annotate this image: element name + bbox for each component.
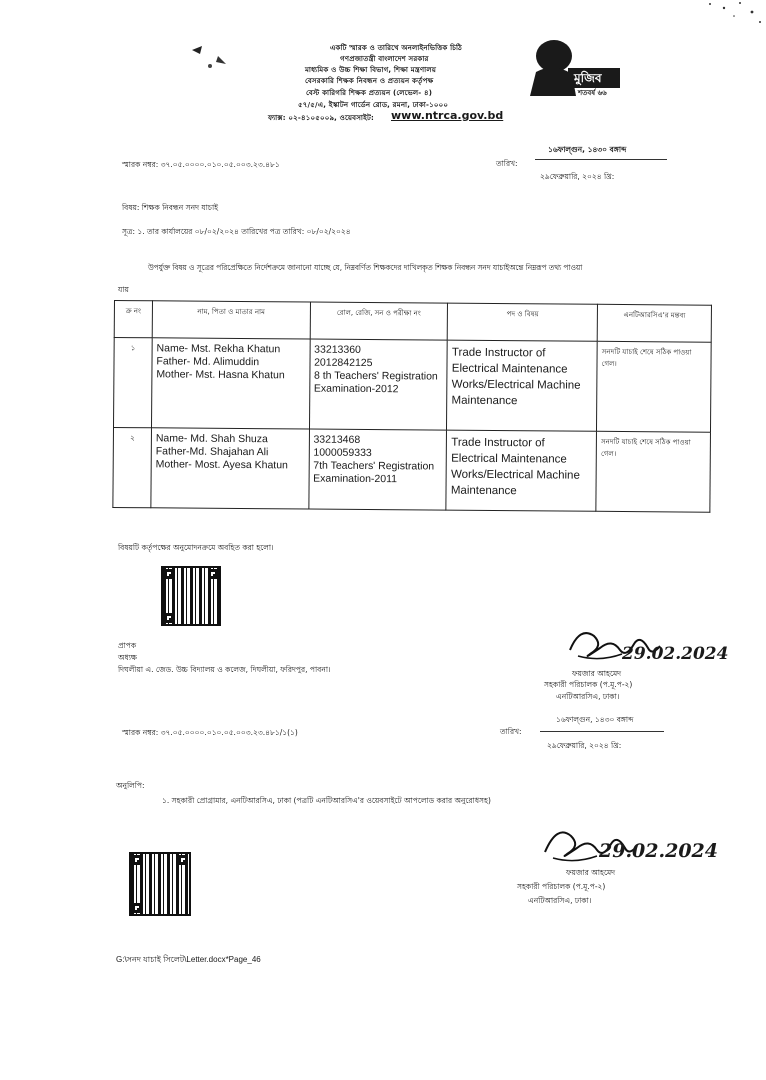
body-text-line-2: যায়: [118, 285, 129, 294]
signature-2-date: 29.02.2024: [599, 840, 718, 862]
registration-number: 2012842125: [314, 356, 373, 370]
signatory-1-designation: সহকারী পরিচালক (প.মূ.প-২): [544, 680, 633, 689]
recipient-address: দিঘলীয়া এ. জেড. উচ্চ বিদ্যালয় ও কলেজ, দিঘলীয়া, ফরিদপুর, পাবনা।: [118, 665, 331, 674]
copy-label: অনুলিপি:: [116, 781, 145, 790]
memo2-date-bangla: ১৬ফাল্গুন, ১৪৩০ বঙ্গাব্দ: [556, 715, 634, 724]
verification-table: [112, 300, 712, 513]
table-row: [113, 428, 711, 513]
body-text-line-1: উপর্যুক্ত বিষয় ও সূত্রের পরিপ্রেক্ষিতে নির্দেশক্রমে জানানো যাচ্ছে যে, নিম্নবর্ণিত শিক্ষকদের দাখিলকৃত শিক্ষক নিবন্ধন সনদ যাচাইঅন্তে নিম্নরূপ তথ্য পাওয়া: [148, 263, 583, 272]
recipient-title: অধ্যক্ষ: [118, 653, 137, 662]
signatory-2-designation: সহকারী পরিচালক (প.মূ.প-২): [517, 882, 606, 891]
signature-1-date: 29.02.2024: [622, 644, 729, 664]
qr-code-2[interactable]: [129, 852, 191, 916]
exam-name: 7th Teachers' Registration Examination-2011: [313, 459, 435, 486]
col-header-comment: এনটিআরসিএ'র মন্তব্য: [597, 304, 711, 342]
signatory-1-office: এনটিআরসিএ, ঢাকা।: [556, 692, 620, 701]
govt-emblem: [188, 42, 230, 80]
header-website: www.ntrca.gov.bd: [391, 109, 504, 122]
teacher-father: Father-Md. Shajahan Ali: [155, 445, 269, 459]
roll-number: 33213360: [314, 343, 361, 356]
signatory-2-name: ফয়জার আহমেদ: [566, 868, 616, 877]
logo-subtext: শতবর্ষ ৬৬: [578, 89, 607, 97]
memo2-date-label: তারিখ:: [500, 727, 522, 736]
exam-name: 8 th Teachers' Registration Examination-2012: [313, 369, 438, 396]
col-header-sl: ক্র নং: [114, 301, 152, 338]
teacher-name: Name- Mst. Rekha Khatun: [156, 342, 281, 356]
row-roll-cell: [309, 339, 447, 430]
header-fax: ফ্যাক্স: ০২-৪১০৫০০৯, ওয়েবসাইট:: [268, 114, 374, 122]
col-header-roll: রোল, রেজি, সন ও পরীক্ষা নং: [310, 302, 448, 340]
row-roll-cell: [308, 429, 446, 510]
mujib-logo: [516, 32, 626, 100]
teacher-name: Name- Md. Shah Shuza: [155, 432, 268, 446]
memo-number: স্মারক নম্বর: ৩৭.০৫.০০০০.০১০.০৫.০০৩.২৩.৪৮১: [122, 160, 280, 169]
file-path: G:\সনদ যাচাই সিলেট\Letter.docx*Page_46: [116, 955, 261, 964]
signature-2: [535, 818, 735, 878]
header-line-1: একটি স্মারক ও তারিখে অনলাইনভিত্তিক চিঠি: [330, 44, 462, 52]
teacher-father: Father- Md. Alimuddin: [156, 355, 260, 369]
signatory-2-office: এনটিআরসিএ, ঢাকা।: [528, 896, 592, 905]
logo-text: মুজিব: [574, 71, 602, 85]
table-row: [113, 338, 711, 433]
memo-date-label: তারিখ:: [496, 159, 518, 168]
roll-number: 33213468: [313, 433, 361, 446]
row-name-cell: [151, 428, 309, 509]
row-sl: ১: [113, 338, 152, 428]
post-subject: Trade Instructor of Electrical Maintenance Works/Electrical Machine Maintenance: [446, 430, 596, 511]
col-header-name: নাম, পিতা ও মাতার নাম: [152, 301, 310, 339]
scan-noise: [700, 0, 766, 34]
ntrca-comment: সনদটি যাচাই শেষে সঠিক পাওয়া গেল।: [597, 341, 712, 432]
table-header-row: [114, 301, 711, 343]
header-line-3: মাধ্যমিক ও উচ্চ শিক্ষা বিভাগ, শিক্ষা মন্ত্রণালয়: [305, 66, 437, 74]
post-subject: Trade Instructor of Electrical Maintenance Works/Electrical Machine Maintenance: [447, 340, 597, 431]
copy-item-1: ১. সহকারী প্রোগ্রামার, এনটিআরসিএ, ঢাকা (পত্রটি এনটিআরসিএ'র ওয়েবসাইটে আপলোড করার অনুরোধসহ): [162, 796, 491, 805]
memo-date-bangla: ১৬ফাল্গুন, ১৪৩০ বঙ্গাব্দ: [548, 145, 627, 154]
qr-code-1[interactable]: [161, 566, 221, 626]
ntrca-comment: সনদটি যাচাই শেষে সঠিক পাওয়া গেল।: [596, 431, 710, 512]
memo2-date-english: ২৯ফেব্রুয়ারি, ২০২৪ খ্রি:: [547, 741, 622, 750]
signatory-1-name: ফয়জার আহমেদ: [572, 669, 622, 678]
teacher-mother: Mother- Most. Ayesa Khatun: [155, 458, 288, 472]
recipient-label: প্রাপক: [118, 641, 137, 650]
col-header-post: পদ ও বিষয়: [448, 303, 598, 341]
subject: বিষয়: শিক্ষক নিবন্ধন সনদ যাচাই: [122, 203, 219, 212]
memo-date-english: ২৯ফেব্রুয়ারি, ২০২৪ খ্রি:: [540, 172, 615, 181]
row-sl: ২: [113, 428, 152, 508]
footer-note: বিষয়টি কর্তৃপক্ষের অনুমোদনক্রমে অবহিত করা হলো।: [118, 543, 274, 552]
date-divider: [535, 159, 667, 160]
date-divider-2: [540, 731, 664, 732]
memo2-number: স্মারক নম্বর: ৩৭.০৫.০০০০.০১০.০৫.০০৩.২৩.৪৮১/১(১): [122, 728, 298, 737]
teacher-mother: Mother- Mst. Hasna Khatun: [156, 368, 285, 382]
registration-number: 1000059333: [313, 446, 372, 460]
header-address: ৫৭/৫/এ, ইস্কাটন গার্ডেন রোড, রমনা, ঢাকা-১০০০: [298, 101, 449, 109]
reference: সূত্র: ১. তার কার্যালয়ের ০৮/০২/২০২৪ তারিখের পত্র তারিখ: ০৮/০২/২০২৪: [122, 227, 351, 236]
header-line-4: বেসরকারি শিক্ষক নিবন্ধন ও প্রত্যয়ন কর্তৃপক্ষ: [305, 77, 434, 85]
header-line-2: গণপ্রজাতন্ত্রী বাংলাদেশ সরকার: [340, 55, 429, 63]
row-name-cell: [151, 338, 309, 429]
header-line-5: বেস্ট কারিগরি শিক্ষক প্রত্যয়ন (লেভেল- ৪): [306, 89, 433, 97]
